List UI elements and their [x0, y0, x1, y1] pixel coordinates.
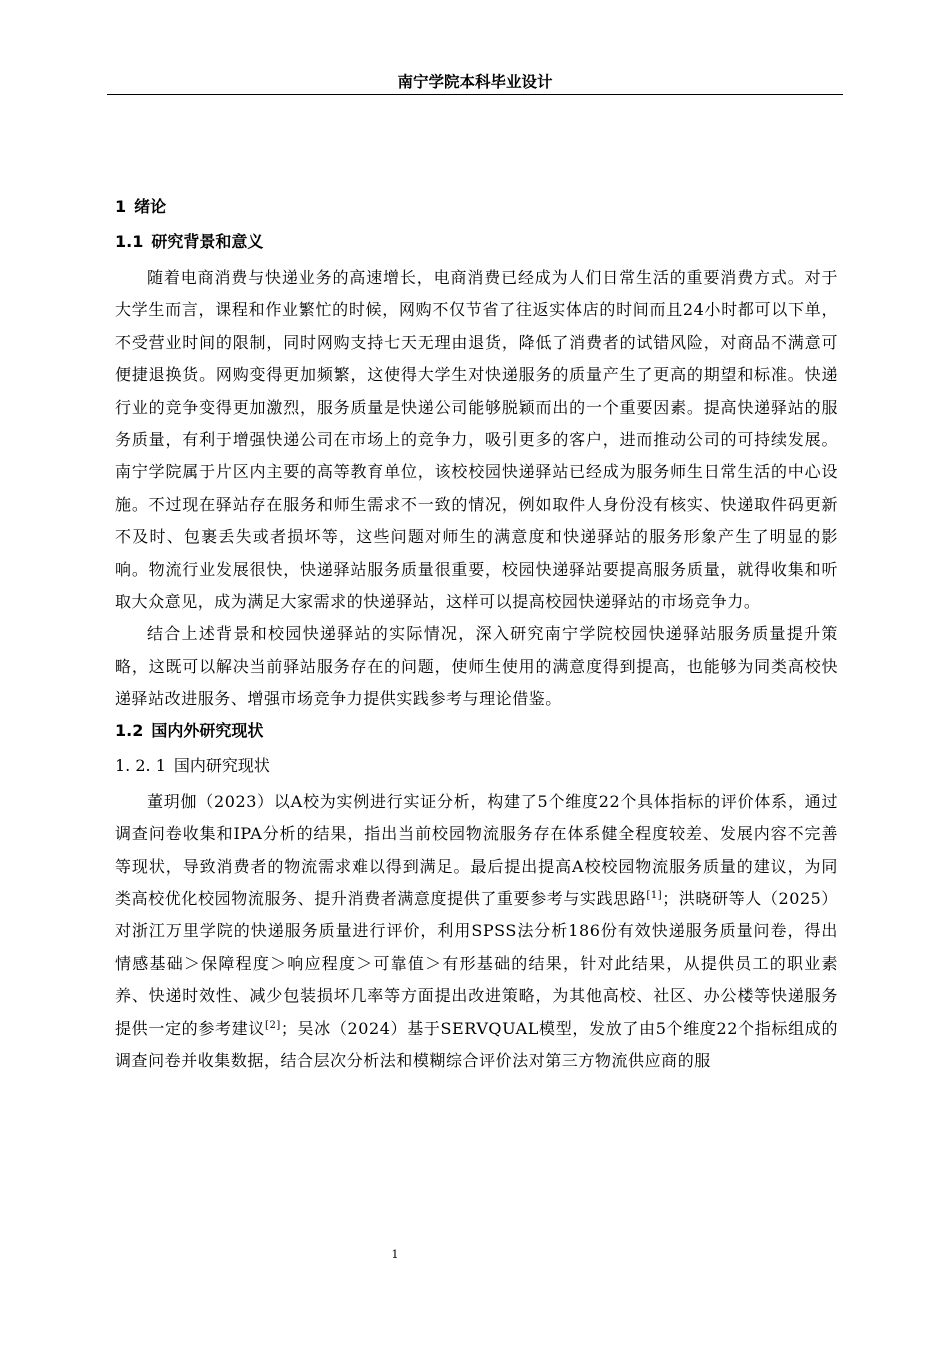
section-number: 1.2 — [115, 720, 144, 740]
paragraph-text: ；吴冰（2024）基于SERVQUAL模型，发放了由5个维度22个指标组成的调查问卷并收集数据，结合层次分析法和模糊综合评价法对第三方物流供应商的服 — [115, 1018, 839, 1070]
section-heading-1-1 — [115, 227, 838, 262]
header-title: 南宁学院本科毕业设计 — [397, 73, 553, 91]
section-heading-1-2 — [115, 716, 838, 751]
page-number: 1 — [391, 1248, 399, 1261]
subsection-heading-1-2-1 — [115, 751, 838, 786]
chapter-heading — [115, 193, 838, 227]
section-title: 研究背景和意义 — [151, 232, 264, 251]
page-header — [107, 72, 843, 95]
paragraph-background: 随着电商消费与快递业务的高速增长，电商消费已经成为人们日常生活的重要消费方式。对于大学生而言，课程和作业繁忙的时候，网购不仅节省了往返实体店的时间而且24小时都可以下单，不受营业时间的限制，同时网购支持七天无理由退货，降低了消费者的试错风险，对商品不满意可便捷退换货。网购变得更加频繁，这使得大学生对快递服务的质量产生了更高的期望和标准。快递行业的竞争变得更加激烈，服务质量是快递公司能够脱颖而出的一个重要因素。提高快递驿站的服务质量，有利于增强快递公司在市场上的竞争力，吸引更多的客户，进而推动公司的可持续发展。南宁学院属于片区内主要的高等教育单位，该校校园快递驿站已经成为服务师生日常生活的中心设施。不过现在驿站存在服务和师生需求不一致的情况，例如取件人身份没有核实、快递取件码更新不及时、包裹丢失或者损坏等，这些问题对师生的满意度和快递驿站的服务形象产生了明显的影响。物流行业发展很快，快递驿站服务质量很重要，校园快递驿站要提高服务质量，就得收集和听取大众意见，成为满足大家需求的快递驿站，这样可以提高校园快递驿站的市场竞争力。 — [115, 268, 838, 612]
subsection-number: 1. 2. 1 — [115, 755, 166, 775]
chapter-title: 绪论 — [134, 197, 167, 216]
paragraph-significance: 结合上述背景和校园快递驿站的实际情况，深入研究南宁学院校园快递驿站服务质量提升策略，这既可以解决当前驿站服务存在的问题，使师生使用的满意度得到提高，也能够为同类高校快递驿站改进服务、增强市场竞争力提供实践参考与理论借鉴。 — [115, 624, 838, 709]
citation-ref: [2] — [265, 1019, 281, 1031]
section-title: 国内外研究现状 — [151, 720, 264, 740]
chapter-number: 1 — [115, 197, 127, 216]
subsection-title: 国内研究现状 — [173, 755, 270, 775]
paragraph-domestic-research — [115, 786, 838, 1078]
paragraph-text: ；洪晓研等人（2025）对浙江万里学院的快递服务质量进行评价，利用SPSS法分析186份有效快递服务质量问卷，得出情感基础＞保障程度＞响应程度＞可靠值＞有形基础的结果，针对此结果，从提供员工的职业素养、快递时效性、减少包装损坏几率等方面提出改进策略，为其他高校、社区、办公楼等快递服务提供一定的参考建议 — [115, 888, 838, 1038]
document-body — [115, 193, 838, 1077]
section-number: 1.1 — [115, 232, 144, 251]
citation-ref: [1] — [646, 889, 663, 901]
paragraph-text: 董玥伽（2023）以A校为实例进行实证分析，构建了5个维度22个具体指标的评价体系，通过调查问卷收集和IPA分析的结果，指出当前校园物流服务存在体系健全程度较差、发展内容不完善等现状，导致消费者的物流需求难以得到满足。最后提出提高A校校园物流服务质量的建议，为同类高校优化校园物流服务、提升消费者满意度提供了重要参考与实践思路 — [115, 791, 838, 908]
